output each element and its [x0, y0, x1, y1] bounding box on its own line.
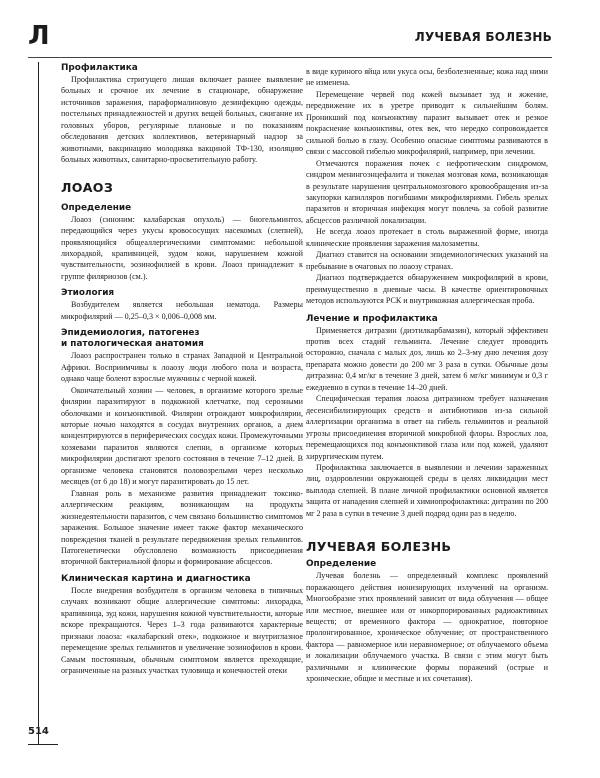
clinical-continuation: в виде куриного яйца или укуса осы, безболезненные; кожа над ними не изменена.: [306, 67, 548, 88]
right-column: [306, 66, 548, 685]
definition-heading-2: Определение: [306, 559, 377, 570]
running-head: ЛУЧЕВАЯ БОЛЕЗНЬ: [414, 30, 552, 44]
diagnosis-text-1: Диагноз ставится на основании эпидемиологических указаний на пребывание в очаговых по лоаозу странах.: [306, 250, 548, 271]
treatment-paragraph-1: Применяется дитразин (диэтилкарбамазин), который эффективен против всех стадий гельминта. Лечение следует проводить осторожно, сначала с малых доз, лишь ко 2–3-му дню лечения дозу препарата можно довести до 200 мг 3 раза в сутки. Обычные дозы дитразина: 0,4 мг/кг в течение 3 дней, затем 6 мг/кг минимум и 0,3 г ежедневно в сутки в течение 14–20 дней.: [306, 325, 548, 392]
header-rule: [28, 57, 552, 58]
left-column: [61, 63, 303, 676]
clinical-heading: Клиническая картина и диагностика: [61, 573, 251, 584]
treatment-heading: Лечение и профилактика: [306, 313, 438, 324]
epidemiology-paragraph-3: Главная роль в механизме развития принадлежит токсико-аллергическим реакциям, возникающим на продукты жизнедеятельности паразитов, с чем связано большинство симптомов заражения. Большое значение имеет также фактор механического повреждения тканей в результате передвижения зрелых гельминтов. Патогенетически обусловлено возможность присоединения вторичной бактериальной флоры и формирование абсцессов.: [61, 488, 303, 567]
prevention-heading: Профилактика: [61, 63, 138, 73]
epidemiology-paragraph-2: Окончательный хозяин — человек, в организме которого зрелые филярии паразитируют в подкожной клетчатке, под серозными оболочками и конъюнктивой. Филярии отрождают микрофилярии, которые ночью находятся в сосудах внутренних органов, а днем концентрируются в периферических сосудах кожи. Промежуточными хозяевами паразитов являются слепни, в организме которых микрофилярии достигают зрелого состояния в течение 7–12 дней. В организме человека становятся половозрелыми через несколько месяцев (от 6 до 18) и могут паразитировать до 15 лет.: [61, 385, 303, 487]
definition-text: Лоаоз (синоним: калабарская опухоль) — биогельминтоз, передающийся через укусы кровососущих насекомых (слепней), проявляющийся общеаллергическими симптомами: небольшой лихорадкой, крапивницей, зудом кожи, нарушением кожной чувствительности, эозинофилией в крови. Лоаоз принадлежит к группе филяриозов (см.).: [61, 214, 303, 281]
definition-heading: Определение: [61, 202, 132, 213]
treatment-paragraph-3: Профилактика заключается в выявлении и лечении зараженных лиц, оздоровлении окружающей среды в целях ликвидации мест выплода слепней. В плане личной профилактики основной является защита от нападения слепней и химиопрофилактика: дитразин по 200 мг 2 раза в сутки в течение 3 дней подряд один раз в неделю.: [306, 462, 548, 518]
eye-symptoms-text: Перемещение червей под кожей вызывает зуд и жжение, передвижение их в уретре приводит к сильнейшим болям. Проникший под конъюнктиву паразит вызывает отек и резкое покраснение конъюнктивы, отек век, что нередко сопровождается сильной болью в глазу. Особенно опасные симптомы развиваются в связи с массовой гибелью микрофилярий, например, при лечении.: [306, 89, 548, 157]
epidemiology-heading-line2: и патологическая анатомия: [61, 339, 204, 350]
prevention-text: Профилактика стригущего лишая включает раннее выявление больных и срочное их лечение в стационаре, обнаружение источников заражения, параформалиновую дезинфекцию одежды, постельных принадлежностей и других вещей больных, сжигание их головных уборов, регулярные плановые и по показаниям обследования детских коллективов, ветеринарный надзор за животными, вакцинацию молодняка вакциной ТФ-130, изоляцию больных животных, санитарно-просветительную работу.: [61, 75, 303, 165]
margin-rule: [38, 62, 39, 744]
footer-rule: [28, 744, 58, 745]
page-number: 514: [28, 726, 49, 737]
epidemiology-paragraph-1: Лоаоз распространен только в странах Западной и Центральной Африки. Восприимчивы к лоаозу люди любого пола и возраста, однако чаще болеют взрослые мужчины с черной кожей.: [61, 351, 303, 384]
clinical-text: После внедрения возбудителя в организм человека в типичных случаях возникают общие аллергические симптомы: лихорадка, крапивница, зуд кожи, нарушения кожной чувствительности, которые вскоре прекращаются. Через 1–3 года развиваются характерные признаки лоаоза: «калабарский отек», подкожное и внутриглазное перемещение зрелых гельминтов и увеличение эозинофилов в крови. Самым постоянным, обычным симптомом является преходящие, ограниченные на разных участках туловища и конечностей отеки: [61, 585, 303, 676]
mild-course-text: Не всегда лоаоз протекает в столь выраженной форме, иногда клинические проявления заражения малозаметны.: [306, 227, 548, 248]
radiation-sickness-title: ЛУЧЕВАЯ БОЛЕЗНЬ: [306, 539, 452, 555]
treatment-paragraph-2: Специфическая терапия лоаоза дитразином требует назначения десенсибилизирующих средств и антибиотиков из-за сильной аллергизации организма в ответ на гибель гельминтов и реальной угрозы присоединения вторичной микробной флоры. Взрослых лоа, перемещающихся под конъюнктивой глаза или под кожей, удаляют хирургическим путем.: [306, 394, 548, 461]
etiology-heading: Этиология: [61, 288, 115, 299]
loaoz-title: ЛОАОЗ: [61, 179, 114, 195]
definition-text-2: Лучевая болезнь — определенный комплекс проявлений поражающего действия ионизирующих излучений на организм. Многообразие этих проявлений зависит от вида облучения — общее или местное, внешнее или от инкорпорированных радиоактивных веществ; от временного фактора — однократное, повторное пролонгированное, хроническое облучение; от пространственного фактора — равномерное или неравномерное; от облучаемого объема и локализации облучаемого участка. В связи с этим могут быть различными и клинические формы поражений (острые и хронические, общие и местные и их сочетания).: [306, 571, 548, 684]
diagnosis-text-2: Диагноз подтверждается обнаружением микрофилярий в крови, преимущественно в дневные часы. В качестве ориентировочных методов используются РСК и внутрикожная аллергическая проба.: [306, 273, 548, 306]
section-letter: Л: [28, 21, 50, 51]
etiology-text: Возбудителем является небольшая нематода. Размеры микрофилярий — 0,25–0,3 × 0,006–0,008 мм.: [61, 300, 303, 321]
complications-text: Отмечаются поражения почек с нефротическим синдромом, синдром менингоэнцефалита и тяжелая мозговая кома, возникающая в результате нарушения центральномозгового кровообращения из-за закупорки капилляров погибшими микрофиляриями. Гибель зрелых паразитов и вторичная инфекция могут повлечь за собой развитие абсцессов различной локализации.: [306, 158, 548, 225]
epidemiology-heading-line1: Эпидемиология, патогенез: [61, 328, 200, 339]
